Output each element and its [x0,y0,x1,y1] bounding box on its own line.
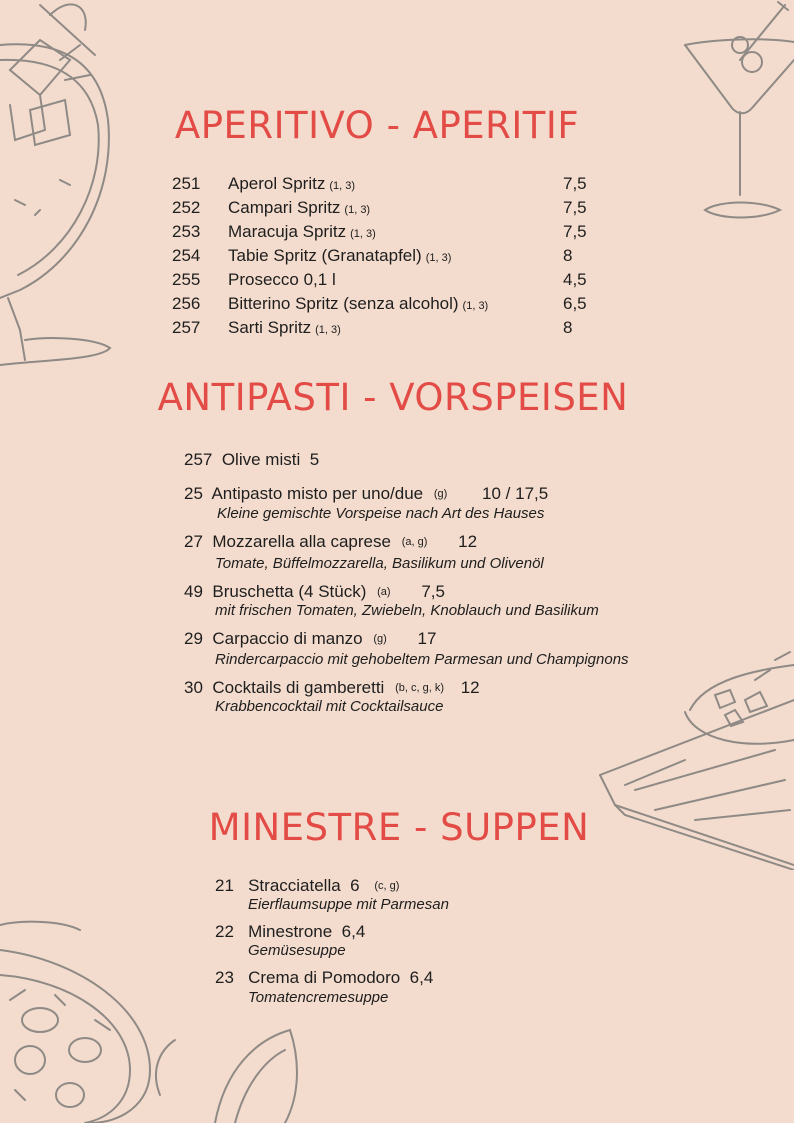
item-description: Eierflaumsuppe mit Parmesan [248,896,449,913]
item-description: Tomate, Büffelmozzarella, Basilikum und Olivenöl [215,555,544,572]
allergen-codes: (g) [433,488,448,500]
item-name-wrap [228,292,488,318]
item-price: 7,5 [563,198,587,217]
item-name: Antipasto misto per uno/due [211,484,424,503]
item-number: 23 [215,968,234,987]
allergen-codes: (1, 3) [329,180,356,192]
allergen-codes: (1, 3) [350,228,376,240]
item-price: 4,5 [563,270,587,289]
item-name: Carpaccio di manzo [212,629,363,648]
item-price: 7,5 [563,174,587,193]
item-name-wrap [228,268,340,294]
allergen-codes: (1, 3) [425,252,452,264]
item-description: Kleine gemischte Vorspeise nach Art des Hauses [217,505,545,522]
item-price: 12 [458,532,478,551]
item-number: 255 [172,270,201,289]
item-price: 7,5 [563,222,587,241]
item-name: Sarti Spritz [228,318,312,337]
item-price: 10 / 17,5 [482,484,549,503]
item-number: 29 [184,629,203,648]
allergen-codes: (1, 3) [315,324,341,336]
menu-item-stracciatella [215,876,399,896]
allergen-codes: (a) [377,586,391,598]
item-number: 25 [184,484,203,503]
item-price: 6,4 [409,968,434,987]
item-number: 21 [215,876,234,895]
item-name: Crema di Pomodoro [248,968,401,987]
list-item [172,196,612,220]
antipasti-heading: ANTIPASTI - VORSPEISEN [157,376,629,419]
menu-item-cocktails-gamberetti [184,678,480,698]
cocktail-glass-sketch-icon [0,0,130,380]
aperitivo-list [172,172,612,340]
item-name: Minestrone [248,922,333,941]
allergen-codes: (1, 3) [462,300,489,312]
item-name: Olive misti [221,450,301,469]
item-name: Bitterino Spritz (senza alcohol) [228,294,459,313]
item-name: Aperol Spritz [228,174,326,193]
item-price: 8 [563,318,573,337]
item-number: 251 [172,174,201,193]
menu-item-antipasto-misto [184,484,548,504]
allergen-codes: (1, 3) [344,204,371,216]
menu-item-crema-pomodoro [215,968,433,988]
allergen-codes: (b, c, g, k) [395,682,444,694]
item-number: 30 [184,678,203,697]
item-number: 254 [172,246,201,265]
item-description: Krabbencocktail mit Cocktailsauce [215,698,444,715]
item-number: 256 [172,294,201,313]
item-description: Tomatencremesuppe [248,989,389,1006]
item-name: Maracuja Spritz [228,222,347,241]
item-name-wrap [228,316,341,342]
aperitivo-heading: APERITIVO - APERITIF [174,104,580,147]
menu-item-bruschetta [184,582,445,602]
item-name-wrap [228,172,355,198]
menu-item-minestrone [215,922,365,942]
item-name: Campari Spritz [228,198,341,217]
item-number: 257 [172,318,201,337]
menu-item-olive-misti [184,450,319,470]
item-price: 6,5 [563,294,587,313]
item-number: 253 [172,222,201,241]
item-price: 7,5 [421,582,445,601]
allergen-codes: (c, g) [374,880,400,892]
menu-item-carpaccio [184,629,436,649]
minestre-heading: MINESTRE - SUPPEN [208,806,590,849]
item-number: 252 [172,198,201,217]
item-price: 6,4 [341,922,366,941]
item-price: 5 [309,450,320,469]
item-name: Bruschetta (4 Stück) [212,582,367,601]
item-number: 49 [184,582,203,601]
item-name: Prosecco 0,1 l [228,270,336,289]
item-description: Rindercarpaccio mit gehobeltem Parmesan und Champignons [215,651,629,668]
list-item [172,292,612,316]
item-name: Mozzarella alla caprese [212,532,391,551]
item-price: 12 [460,678,480,697]
item-name: Cocktails di gamberetti [212,678,385,697]
item-description: Gemüsesuppe [248,942,346,959]
list-item [172,316,612,340]
item-name-wrap [228,196,370,222]
allergen-codes: (a, g) [401,536,428,548]
item-number: 27 [184,532,203,551]
item-number: 22 [215,922,234,941]
item-price: 6 [350,876,360,895]
item-name: Stracciatella [248,876,341,895]
item-description: mit frischen Tomaten, Zwiebeln, Knoblauch und Basilikum [215,602,599,619]
item-number: 257 [184,450,213,469]
item-name-wrap [228,220,376,246]
item-price: 8 [563,246,573,265]
menu-item-mozzarella [184,532,477,552]
list-item [172,172,612,196]
list-item [172,220,612,244]
allergen-codes: (g) [373,633,387,645]
item-price: 17 [417,629,437,648]
list-item [172,268,612,292]
item-name: Tabie Spritz (Granatapfel) [228,246,422,265]
list-item [172,244,612,268]
item-name-wrap [228,244,451,270]
